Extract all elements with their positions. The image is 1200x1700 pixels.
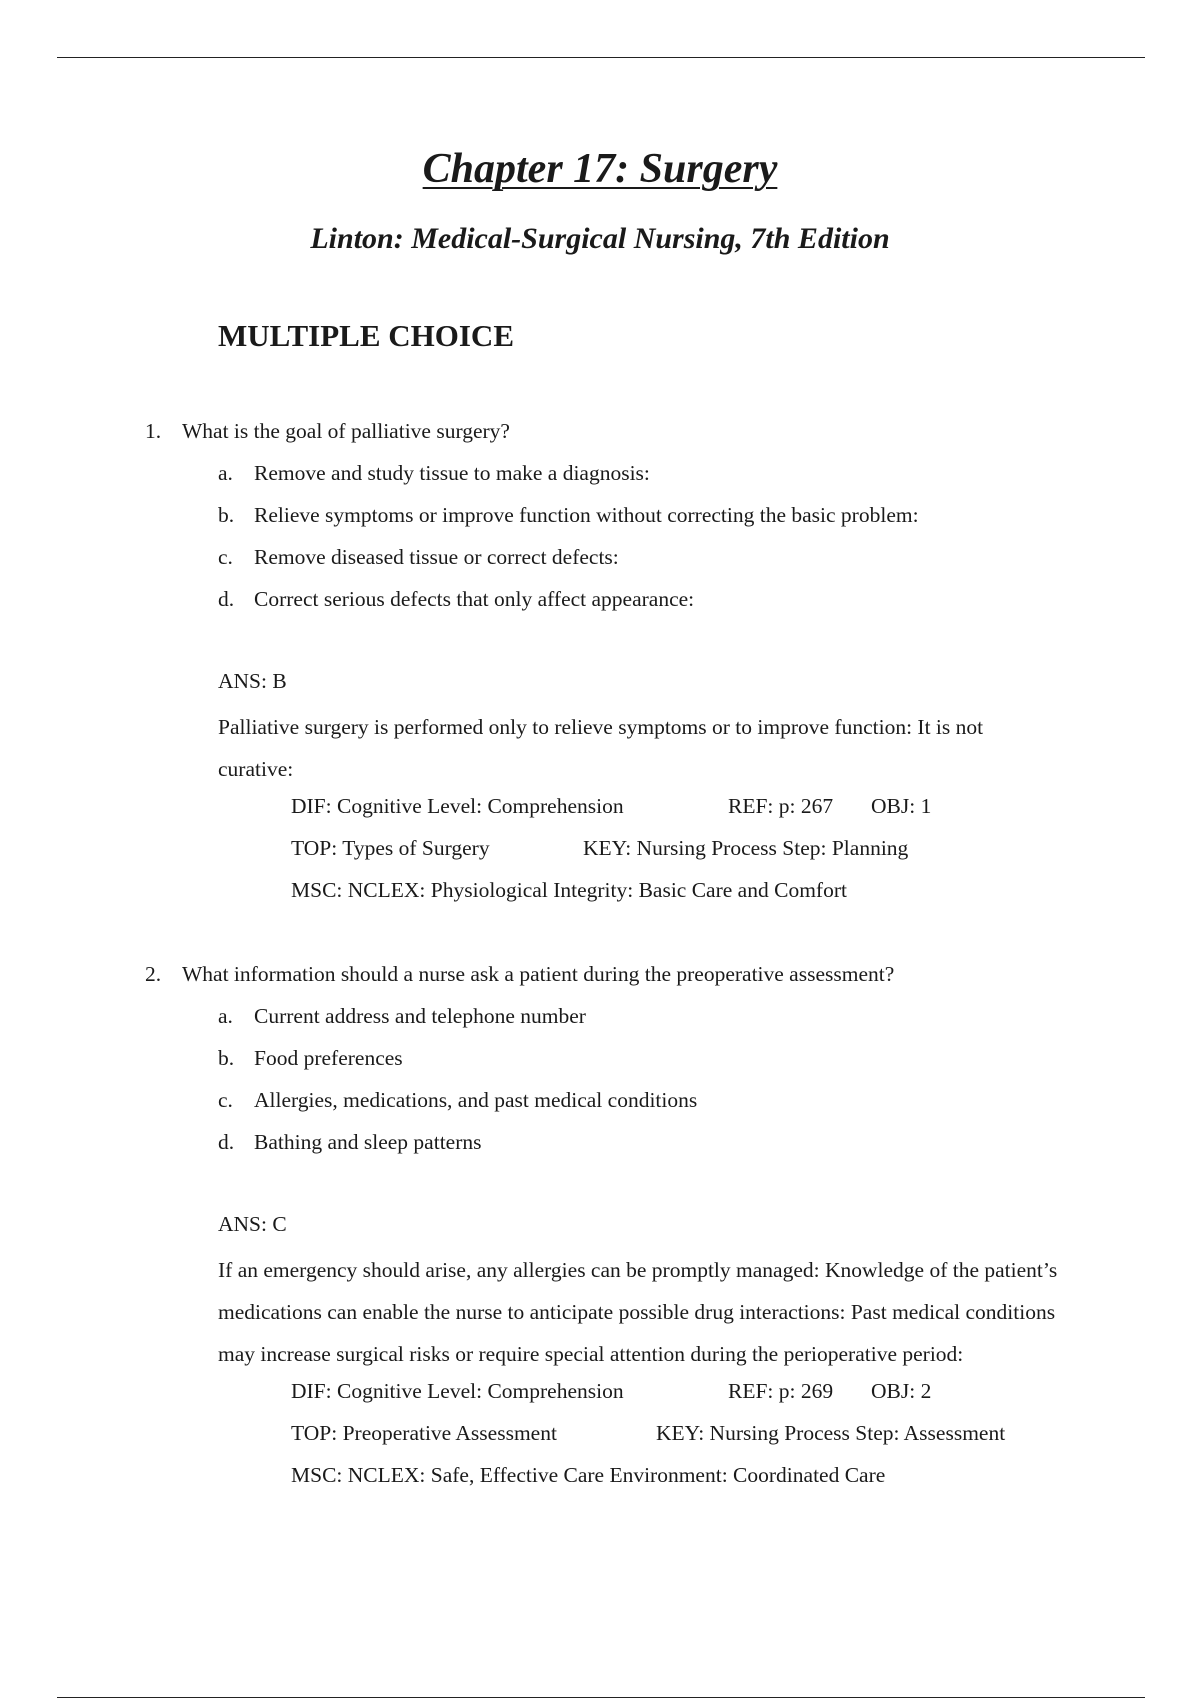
question-number: 2.: [145, 962, 162, 986]
option-letter: a.: [218, 461, 233, 485]
answer-block: [218, 665, 1058, 916]
metadata-row: [291, 1459, 1058, 1501]
question-text: What is the goal of palliative surgery?: [182, 419, 510, 443]
book-title: Linton: Medical-Surgical Nursing, 7th Edition: [310, 222, 890, 255]
option-b: [0, 1042, 1200, 1084]
bottom-rule: [57, 1697, 1145, 1698]
difficulty-label: DIF: Cognitive Level: Comprehension: [291, 794, 624, 818]
metadata-row: [291, 874, 1058, 916]
reference-label: REF: p: 269: [728, 1379, 834, 1403]
option-text: Relieve symptoms or improve function without correcting the basic problem:: [254, 503, 919, 527]
metadata-row: [291, 832, 1058, 874]
msc-label: MSC: NCLEX: Safe, Effective Care Environment: Coordinated Care: [291, 1463, 886, 1487]
reference-label: REF: p: 267: [728, 794, 834, 818]
metadata: [291, 790, 1058, 916]
answer-block: [218, 1208, 1058, 1501]
option-letter: d.: [218, 1130, 235, 1154]
difficulty-label: DIF: Cognitive Level: Comprehension: [291, 1379, 624, 1403]
option-c: [0, 541, 1200, 583]
answer-key: ANS: B: [218, 669, 287, 693]
option-a: [0, 1000, 1200, 1042]
key-label: KEY: Nursing Process Step: Planning: [583, 836, 909, 860]
metadata-row: [291, 1375, 1058, 1417]
answer-options: [0, 1000, 1200, 1168]
answer-key: ANS: C: [218, 1212, 287, 1236]
option-c: [0, 1084, 1200, 1126]
question-stem: [0, 415, 1200, 457]
top-rule: [57, 57, 1145, 58]
question-text: What information should a nurse ask a patient during the preoperative assessment?: [182, 962, 895, 986]
option-text: Remove diseased tissue or correct defects:: [254, 545, 619, 569]
objective-label: OBJ: 2: [871, 1379, 932, 1403]
objective-label: OBJ: 1: [871, 794, 932, 818]
option-letter: c.: [218, 1088, 233, 1112]
metadata-row: [291, 790, 1058, 832]
question-stem: [0, 958, 1200, 1000]
key-label: KEY: Nursing Process Step: Assessment: [656, 1421, 1006, 1445]
option-text: Allergies, medications, and past medical conditions: [254, 1088, 698, 1112]
section-heading: MULTIPLE CHOICE: [218, 318, 514, 353]
option-text: Current address and telephone number: [254, 1004, 586, 1028]
option-letter: a.: [218, 1004, 233, 1028]
chapter-title: Chapter 17: Surgery: [422, 146, 778, 192]
topic-label: TOP: Preoperative Assessment: [291, 1421, 557, 1445]
question-2: [0, 958, 1200, 1501]
option-text: Correct serious defects that only affect appearance:: [254, 587, 695, 611]
option-text: Food preferences: [254, 1046, 403, 1070]
option-d: [0, 1126, 1200, 1168]
option-letter: d.: [218, 587, 235, 611]
topic-label: TOP: Types of Surgery: [291, 836, 490, 860]
rationale: Palliative surgery is performed only to relieve symptoms or to improve function: It is not curative:: [218, 715, 984, 781]
metadata: [291, 1375, 1058, 1501]
rationale: If an emergency should arise, any allergies can be promptly managed: Knowledge of the patient’s medications can enable the nurse to anticipate possible drug interactions: Past medical conditions may increase surgical risks or require special attention during the perioperative period:: [218, 1258, 1058, 1366]
option-text: Remove and study tissue to make a diagnosis:: [254, 461, 650, 485]
option-a: [0, 457, 1200, 499]
option-d: [0, 583, 1200, 625]
option-letter: c.: [218, 545, 233, 569]
question-number: 1.: [145, 419, 162, 443]
question-1: [0, 415, 1200, 916]
option-letter: b.: [218, 1046, 235, 1070]
metadata-row: [291, 1417, 1058, 1459]
option-text: Bathing and sleep patterns: [254, 1130, 482, 1154]
option-b: [0, 499, 1200, 541]
answer-options: [0, 457, 1200, 625]
option-letter: b.: [218, 503, 235, 527]
msc-label: MSC: NCLEX: Physiological Integrity: Basic Care and Comfort: [291, 878, 847, 902]
